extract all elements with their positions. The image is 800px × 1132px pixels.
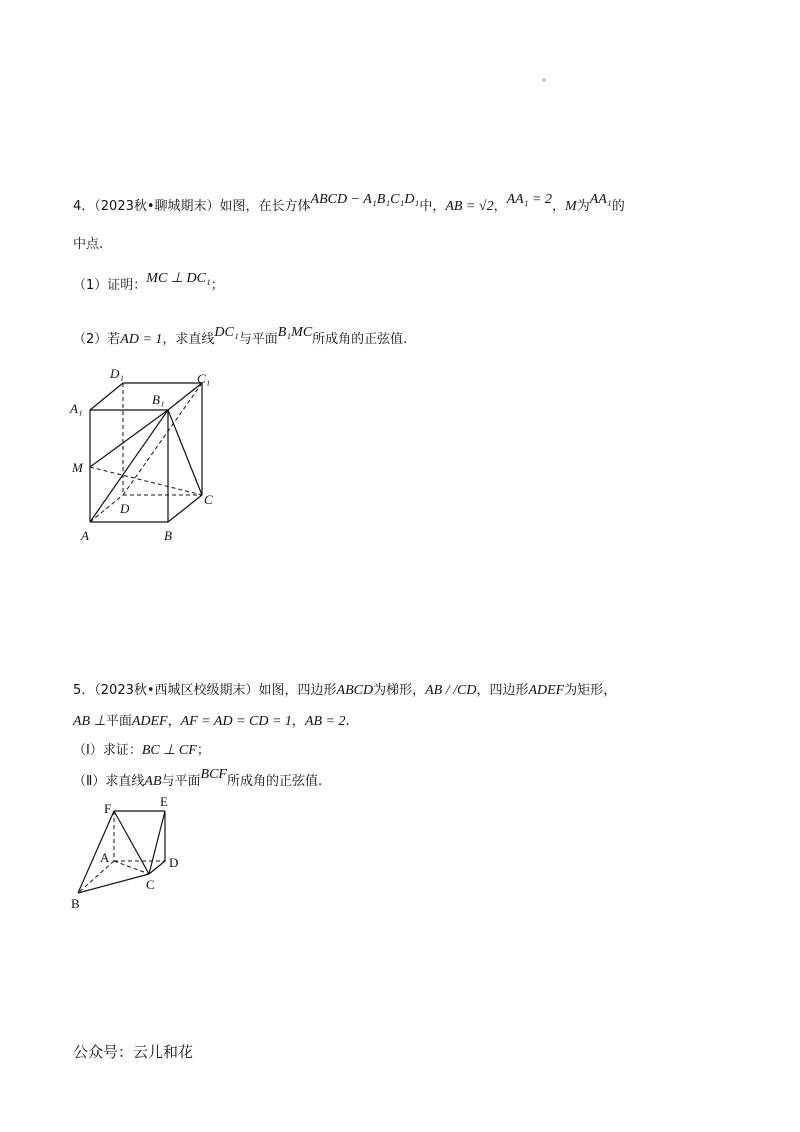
edge-bc [78,874,149,893]
q5-line2 [73,713,350,731]
q5-part1-prefix: （Ⅰ）求证： [73,743,142,758]
label-a: A [100,850,110,865]
q5-expr-ab-perp: AB ⊥ [73,714,106,729]
label-a1: A₁ [70,401,83,416]
q5-expr-adef-2: ADEF [131,714,168,729]
label-e: E [160,794,168,809]
q5-expr-abcd: ABCD [336,683,374,698]
q4-expr-m: M [565,199,577,214]
q4-part2-mid2: 与平面 [238,332,278,347]
seg-mb1 [90,410,168,467]
label-d: D [120,501,130,516]
q5-part2-end: 所成角的正弦值. [226,774,323,789]
label-c: C [146,877,155,892]
label-d1: D₁ [110,366,124,381]
q5-mid2: ，四边形 [476,683,529,698]
edge-a1d1 [90,383,123,410]
q4-part2 [73,325,408,349]
q4-part2-expr3: B₁MC [277,325,313,340]
label-f: F [104,801,112,816]
q5-expr-lengths: AF = AD = CD = 1 [180,714,292,729]
q4-part1-end: ； [210,278,224,293]
q5-part1 [73,742,210,760]
edge-ac-hidden [114,861,149,874]
label-b1: B₁ [152,392,165,407]
q4-line2: 中点. [73,237,104,252]
q5-part1-end: ； [196,743,210,758]
q5-mid1: 为梯形， [373,683,426,698]
q5-line2-end: . [345,714,350,729]
q5-part2-expr2: BCF [200,767,227,782]
q4-prefix: 4．（2023秋•聊城期末）如图，在长方体 [73,199,311,214]
label-b: B [71,896,80,911]
q4-sep1: ， [493,199,507,214]
q4-part2-expr1: AD = 1 [120,332,163,347]
q4-expr-aa1: AA₁ = 2 [506,192,552,207]
q4-expr-ab: AB = √2 [445,199,494,214]
q5-part2-expr1: AB [144,774,162,789]
seg-b1c [168,410,202,495]
q5-expr-parallel: AB / /CD [425,683,477,698]
q5-solid-figure [60,790,200,915]
edge-fc [114,811,149,874]
q4-part2-expr2: DC₁ [214,325,239,340]
q4-part2-prefix: （2）若 [73,332,121,347]
q4-mid2: 为 [576,199,590,214]
label-m: M [72,460,83,475]
label-d: D [169,855,179,870]
q5-line2-sep1: ， [167,714,181,729]
q4-mid1: 中， [419,199,446,214]
q5-line1 [73,682,616,700]
q5-expr-adef: ADEF [528,683,565,698]
q4-part1 [73,271,224,295]
q4-sep2: ， [552,199,566,214]
q5-part2 [73,767,323,791]
q4-part2-end: 所成角的正弦值. [312,332,408,347]
label-c: C [204,492,213,507]
q4-part1-prefix: （1）证明： [73,278,147,293]
q5-part2-prefix: （Ⅱ）求直线 [73,774,145,789]
label-a: A [81,528,89,543]
q5-part2-mid1: 与平面 [161,774,201,789]
edge-ec [149,811,165,874]
q5-part1-expr: BC ⊥ CF [141,743,197,758]
q4-expr-cuboid: ABCD − A₁B₁C₁D₁ [310,192,420,207]
q5-end: 为矩形， [564,683,617,698]
q5-expr-ab2: AB = 2 [304,714,346,729]
label-b: B [164,528,172,543]
q5-prefix: 5．（2023秋•西城区校级期末）如图，四边形 [73,683,337,698]
seg-mc-hidden [90,467,202,495]
q5-line2-mid1: 平面 [105,714,132,729]
q4-part1-expr: MC ⊥ DC₁ [146,271,211,286]
edge-b1c1 [168,383,202,410]
q4-line1 [73,192,625,216]
label-c1: C₁ [197,371,211,386]
q4-end: 的 [611,199,625,214]
stray-dot [543,79,545,81]
edge-bc [168,495,202,522]
footer-wechat-account: 公众号：云儿和花 [73,1043,194,1061]
q4-expr-aa1-b: AA₁ [589,192,612,207]
q4-part2-mid1: ，求直线 [162,332,215,347]
q5-line2-sep2: ， [291,714,305,729]
q4-cuboid-figure [60,360,230,545]
